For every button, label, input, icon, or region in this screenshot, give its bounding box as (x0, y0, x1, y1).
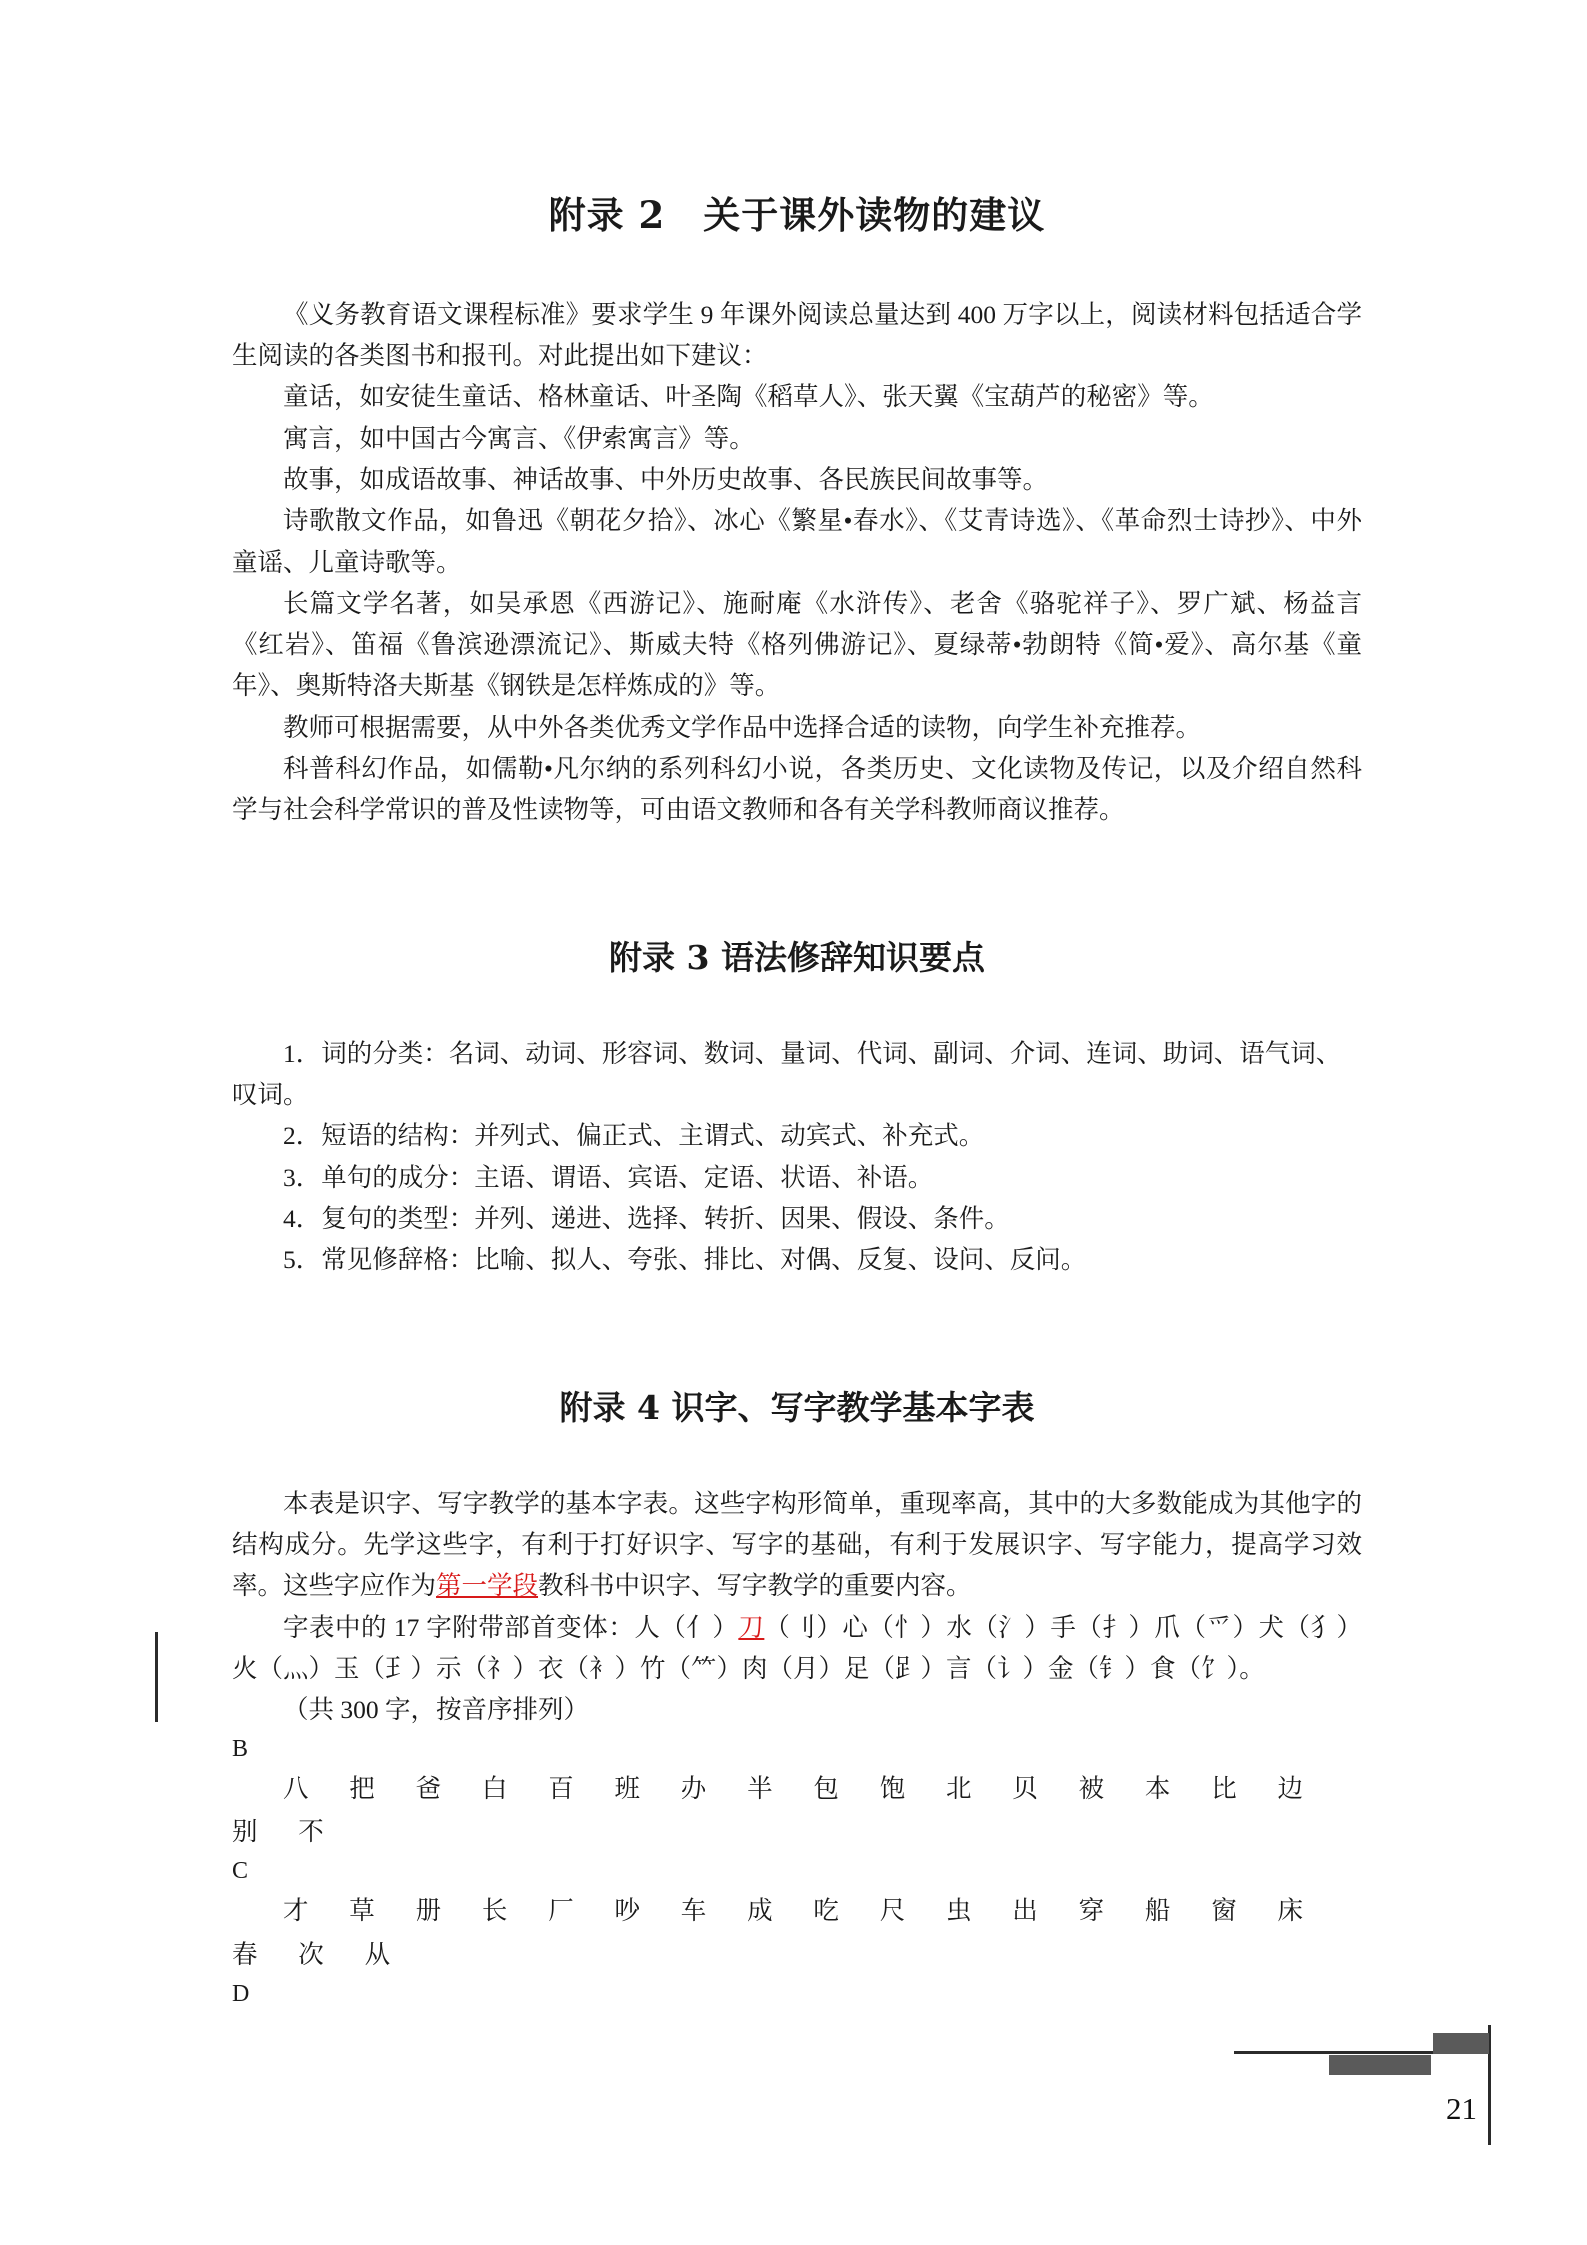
page-number: 21 (1446, 2091, 1477, 2126)
spacer (232, 831, 1362, 935)
radicals-rest: （刂）心（忄）水（氵）手（扌）爪（爫）犬（犭）火（灬）玉（𤣩）示（礻）衣（衤）竹（⺮）肉（月）足（𧾷）言（讠）金（钅）食（饣）。 (232, 1612, 1362, 1683)
spacer (232, 1281, 1362, 1385)
appendix2-paragraph-4: 故事，如成语故事、神话故事、中外历史故事、各民族民间故事等。 (283, 464, 1049, 494)
appendix3-item-3: 3．单句的成分：主语、谓语、宾语、定语、状语、补语。 (283, 1162, 934, 1192)
appendix3-title: 附录 3 语法修辞知识要点 (609, 937, 985, 977)
char-group-letter-b: B (232, 1735, 249, 1762)
appendix4-count-note: （共 300 字，按音序排列） (283, 1695, 590, 1725)
appendix2-paragraph-3: 寓言，如中国古今寓言、《伊索寓言》等。 (283, 423, 755, 453)
appendix4-intro (232, 1483, 1362, 1607)
radicals-lead: 字表中的 17 字附带部首变体：人（亻） (283, 1612, 739, 1642)
page-content (232, 190, 1362, 2012)
appendix2-paragraph-2: 童话，如安徒生童话、格林童话、叶圣陶《稻草人》、张天翼《宝葫芦的秘密》等。 (283, 382, 1214, 412)
char-group-chars-b: 八 把 爸 白 百 班 办 半 包 饱 北 贝 被 本 比 边 别 不 (232, 1773, 1344, 1846)
radical-dao: 刀 (738, 1612, 765, 1642)
appendix2-title: 附录 2 关于课外读物的建议 (548, 193, 1046, 237)
footer-decoration (1231, 2025, 1491, 2145)
appendix4-intro-part2: 教科书中识字、写字教学的重要内容。 (538, 1571, 972, 1601)
appendix2-paragraph-6: 长篇文学名著，如吴承恩《西游记》、施耐庵《水浒传》、老舍《骆驼祥子》、罗广斌、杨益言《红岩》、笛福《鲁滨逊漂流记》、斯威夫特《格列佛游记》、夏绿蒂•勃朗特《简•爱》、高尔基《童年》、奥斯特洛夫斯基《钢铁是怎样炼成的》等。 (232, 588, 1362, 701)
appendix4-title: 附录 4 识字、写字教学基本字表 (559, 1387, 1035, 1427)
appendix3-item-1: 1．词的分类：名词、动词、形容词、数词、量词、代词、副词、介词、连词、助词、语气词、叹词。 (232, 1038, 1342, 1110)
char-group-letter-d: D (232, 1980, 250, 2007)
revision-change-bar (155, 1632, 158, 1722)
footer-block-b (1329, 2055, 1431, 2075)
footer-block-a (1433, 2033, 1489, 2054)
spacer (232, 1431, 1362, 1483)
char-group-chars-c: 才 草 册 长 厂 吵 车 成 吃 尺 虫 出 穿 船 窗 床 春 次 从 (232, 1896, 1344, 1969)
appendix3-item-2: 2．短语的结构：并列式、偏正式、主谓式、动宾式、补充式。 (283, 1121, 985, 1151)
appendix2-paragraph-1: 《义务教育语文课程标准》要求学生 9 年课外阅读总量达到 400 万字以上，阅读材料包括适合学生阅读的各类图书和报刊。对此提出如下建议： (232, 299, 1362, 371)
appendix4-intro-highlight: 第一学段 (436, 1571, 539, 1601)
appendix2-paragraph-8: 科普科幻作品，如儒勒•凡尔纳的系列科幻小说，各类历史、文化读物及传记，以及介绍自然科学与社会科学常识的普及性读物等，可由语文教师和各有关学科教师商议推荐。 (232, 754, 1362, 825)
appendix4-radicals (232, 1607, 1362, 1690)
appendix3-item-4: 4．复句的类型：并列、递进、选择、转折、因果、假设、条件。 (283, 1204, 1010, 1234)
appendix2-paragraph-5: 诗歌散文作品，如鲁迅《朝花夕拾》、冰心《繁星•春水》、《艾青诗选》、《革命烈士诗抄》、中外童谣、儿童诗歌等。 (232, 506, 1362, 577)
appendix4-intro-part1: 本表是识字、写字教学的基本字表。这些字构形简单，重现率高，其中的大多数能成为其他字的结构成分。先学这些字，有利于打好识字、写字的基础，有利于发展识字、写字能力，提高学习效率。这些字应作为 (232, 1488, 1362, 1601)
spacer (232, 242, 1362, 294)
char-group-letter-c: C (232, 1858, 249, 1885)
appendix2-paragraph-7: 教师可根据需要，从中外各类优秀文学作品中选择合适的读物，向学生补充推荐。 (283, 712, 1202, 742)
spacer (232, 981, 1362, 1033)
appendix3-item-5: 5．常见修辞格：比喻、拟人、夸张、排比、对偶、反复、设问、反问。 (283, 1245, 1087, 1275)
